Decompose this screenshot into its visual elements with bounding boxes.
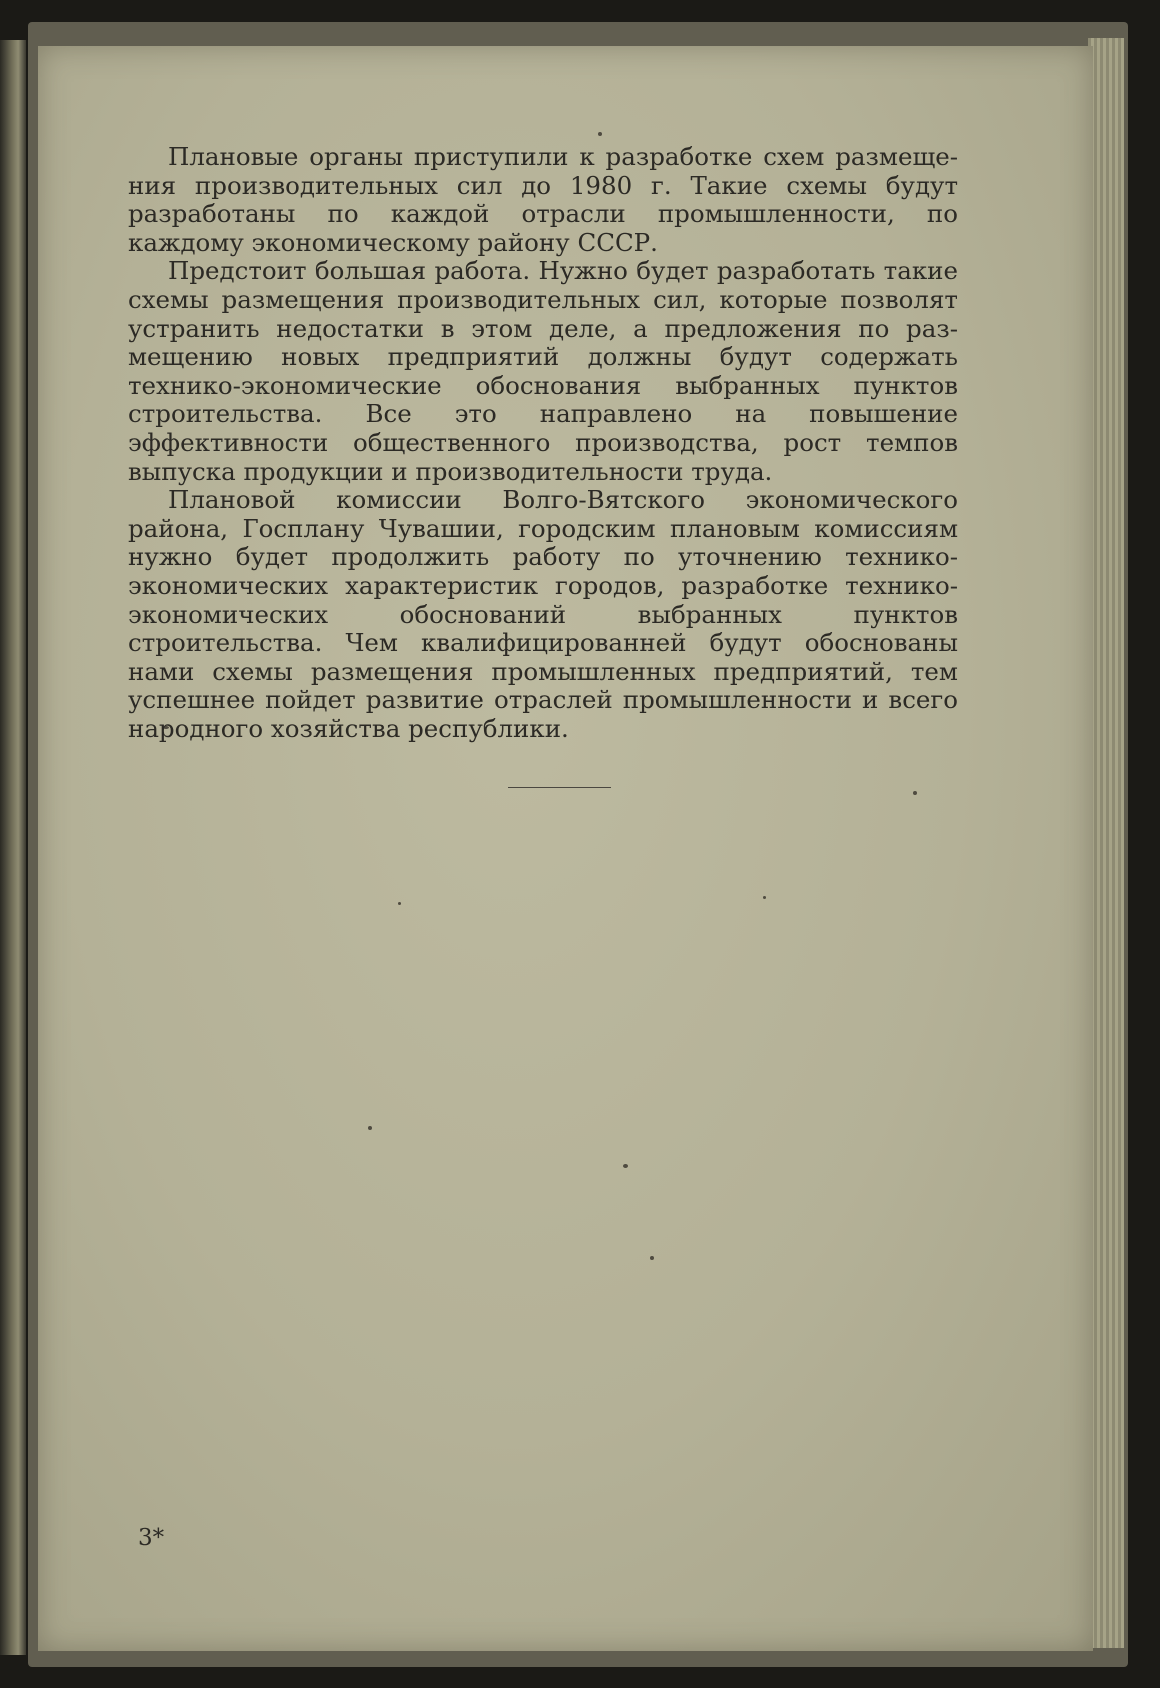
paper-speck <box>623 1164 628 1168</box>
paper-speck <box>913 791 917 795</box>
body-text <box>128 143 958 743</box>
paragraph-planning-bodies: Плановые органы приступили к разработке схем размещения производительных сил до 1980 г. Такие схемы будут разработаны по каждой отрасли промышленности, по каждому экономическому району СССР. <box>128 142 958 257</box>
binding-strip <box>0 40 26 1655</box>
paper-speck <box>763 896 766 899</box>
paragraph-major-work: Предстоит большая работа. Нужно будет разработать такие схемы размещения производительных сил, которые позволят устранить недостатки в этом деле, а предложения по размещению новых предприятий должны будут содержать технико-экономические обоснования выбранных пунктов строительства. Все это направлено на повышение эффективности общественного производства, рост темпов выпуска продукции и производительности труда. <box>128 256 958 486</box>
page-number: 3* <box>138 1525 165 1551</box>
paragraph-commissions: Плановой комиссии Волго-Вятского экономического района, Госплану Чувашии, городским плановым комиссиям нужно будет продолжить работу по уточнению технико-экономических характеристик городов, разработке технико-экономических обоснований выбранных пунктов строительства. Чем квалифицированней будут обоснованы нами схемы размещения промышленных предприятий, тем успешнее пойдет развитие отраслей промышленности и всего народного хозяйства республики. <box>128 485 958 743</box>
paper-speck <box>598 132 602 136</box>
paper-speck <box>650 1256 654 1260</box>
page-stack-edge <box>1088 38 1124 1648</box>
paper-speck <box>398 902 401 905</box>
section-end-rule <box>508 787 611 788</box>
paper-speck <box>368 1126 372 1130</box>
